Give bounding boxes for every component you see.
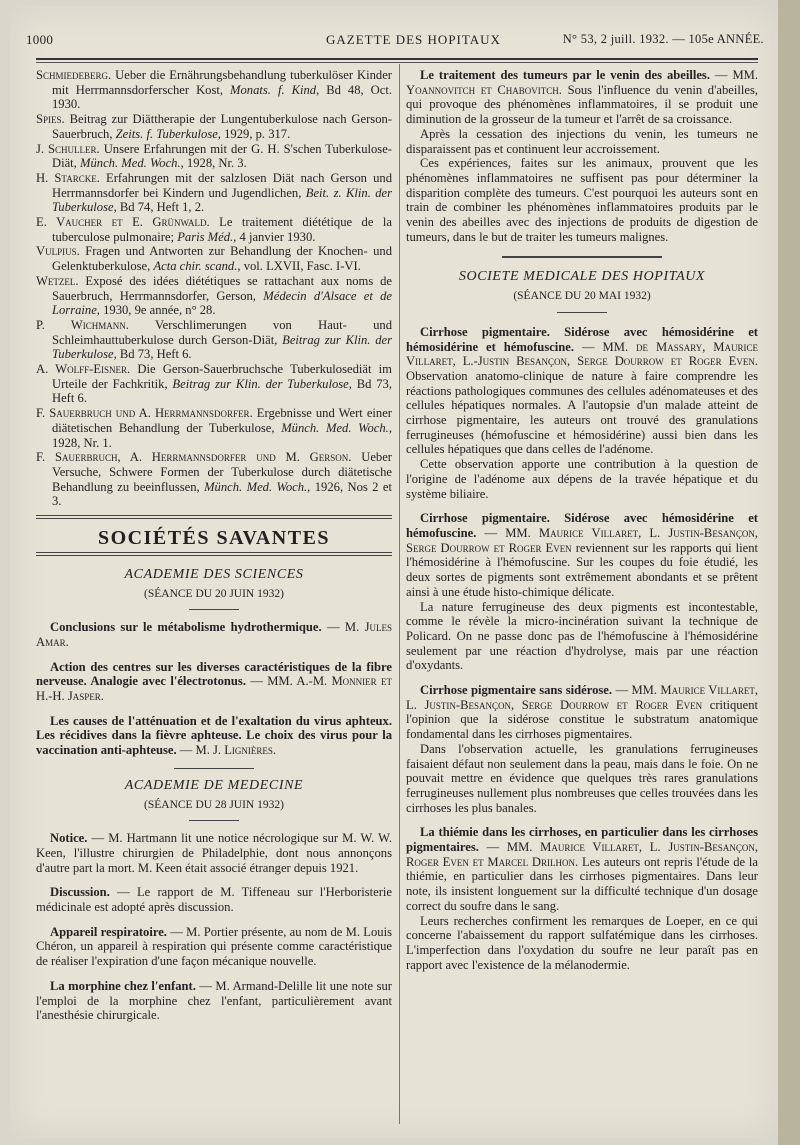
reference-entry [36, 215, 392, 244]
communication-authors: — M. Jules Amar. [36, 620, 393, 649]
communication-paragraph: Cette observation apporte une contribution à la question de l'origine de l'adénome aux dépens de la travée hépatique et du système biliaire. [406, 457, 758, 501]
societe-title: SOCIETE MEDICALE DES HOPITAUX [458, 269, 706, 285]
communication-text: reviennent sur les rapports qui lient l'hémosidérine à l'hémofuscine. Sur les coupes du foie étudié, les deux sortes de pigments sont extrêmement abondants et se prêtent ainsi à une étude histo-chimique délicate. [406, 540, 758, 599]
abeilles-paragraph: Ces expériences, faites sur les animaux, prouvent que les phénomènes inflammatoires ne suffisent pas pour déterminer la disparition complète des tumeurs. C'est pourquoi les auteurs sont en train de combiner les phénomènes inflammatoires produits par le venin des abeilles avec des injections de produits de digestion de tumeurs, dans le but de traiter les tumeurs malignes. [406, 156, 758, 244]
reference-author: Spies. [36, 112, 65, 127]
communication-item [36, 714, 392, 758]
reference-author: F. Sauerbruch und A. Herrmannsdorfer. [36, 406, 253, 421]
reference-source: Paris Méd., [177, 229, 237, 244]
header-rule [36, 58, 758, 60]
journal-title: GAZETTE DES HOPITAUX [326, 32, 501, 47]
reference-text: Le traitement diététique de la tuberculose pulmonaire; [52, 215, 392, 244]
reference-details: 4 janvier 1930. [239, 229, 316, 244]
reference-source: Monats. f. Kind, [230, 82, 320, 97]
reference-text: Verschlimerungen von Haut- und Schleimhauttuberkulose durch Gerson-Diät, [52, 317, 393, 347]
reference-author: E. Vaucher et E. Grünwald. [36, 215, 210, 230]
communication-item [406, 683, 758, 742]
reference-details: 1929, p. 317. [224, 126, 291, 141]
communication-text: — Le rapport de M. Tiffeneau sur l'Herboristerie médicinale est adopté après discussion. [36, 885, 393, 915]
communication-text: — M. Portier présente, au nom de M. Louis Chéron, un appareil à respiration qui présente comme caractéristique de réaliser l'expiration d'une façon mécanique nouvelle. [36, 924, 392, 969]
communication-authors: — MM. Maurice Villaret, L. Justin-Besançon, Serge Dourrow et Roger Even [406, 525, 758, 555]
reference-entry [36, 171, 392, 215]
reference-details: 1926, Nos 2 et 3. [52, 479, 392, 509]
communication-text: critiquent l'opinion que la sidérose constitue le substratum anatomique fondamental dans les cirrhoses pigmentaires. [406, 697, 758, 742]
communication-authors: — MM. de Massary, Maurice Villaret, L.-Justin Besançon, Serge Dourrow et Roger Even. [406, 339, 759, 369]
communication-authors: — MM. Maurice Villaret, L. Justin-Besançon, Serge Dourrow et Roger Even [406, 683, 759, 712]
header-rule-thin [36, 62, 758, 63]
reference-entry [36, 406, 392, 450]
reference-source: Münch. Med. Woch., [204, 479, 311, 494]
communication-paragraph: Dans l'observation actuelle, les granulations ferrugineuses faisaient défaut non seulement dans la peau, mais dans le foie. On ne pouvait mettre en évidence que quelques très rares granulations ferrugineuses nullement plus nombreuses que celles trouvées dans les cirrhoses les plus banales. [406, 741, 758, 815]
reference-details: Bd 48, Oct. 1930. [52, 82, 392, 112]
reference-author: A. Wolff-Eisner. [36, 362, 131, 377]
page-number: 1000 [26, 32, 54, 47]
reference-text: Beitrag zur Diättherapie der Lungentuberkulose nach Gerson-Sauerbruch, [52, 112, 392, 141]
reference-details: 1928, Nr. 3. [186, 156, 247, 171]
reference-author: Schmiedeberg. [36, 68, 112, 82]
academie-medecine-items [36, 831, 392, 1023]
reference-author: Vulpius. [36, 244, 80, 259]
reference-source: Zeits. f. Tuberkulose, [115, 126, 221, 141]
abeilles-paragraph: Après la cessation des injections du venin, les tumeurs ne disparaissent pas et continuent leur accroissement. [406, 126, 758, 156]
communication-item [406, 511, 758, 599]
left-column [36, 68, 392, 1023]
reference-author: P. Wichmann. [36, 317, 129, 332]
communication-title: La morphine chez l'enfant. [50, 978, 196, 993]
communication-authors: — MM. A.-M. Monnier et H.-H. Jasper. [36, 674, 392, 704]
bibliography [36, 68, 392, 509]
communication-authors: — M. J. Lignières. [179, 743, 277, 758]
reference-details: 1930, 9e année, n° 28. [103, 303, 216, 318]
reference-source: Médecin d'Alsace et de Lorraine, [52, 288, 392, 318]
reference-text: Die Gerson-Sauerbruchsche Tuberkulosediät im Urteile der Fachkritik, [52, 362, 392, 391]
reference-details: 1928, Nr. 1. [52, 435, 112, 450]
column-divider [399, 64, 400, 1124]
reference-entry [36, 142, 392, 171]
communication-item [36, 925, 392, 969]
reference-source: Beit. z. Klin. der Tuberkulose, [52, 185, 393, 215]
reference-text: Fragen und Antworten zur Behandlung der Knochen- und Gelenktuberkulose, [52, 244, 392, 274]
reference-text: Erfahrungen mit der salzlosen Diät nach Gerson und Herrmannsdorfer bei Kindern und Jugendlichen, [52, 170, 392, 200]
reference-text: Unsere Erfahrungen mit der G. H. S'schen Tuberkulose-Diät, [52, 141, 392, 171]
academie-medecine-session: (SÉANCE DU 28 JUIN 1932) [144, 798, 284, 811]
communication-title: Appareil respiratoire. [50, 924, 167, 939]
communication-title: Les causes de l'atténuation et de l'exaltation du virus aphteux. Les récidives dans la fièvre aphteuse. Le choix des virus pour la vaccination anti-aphteuse. [36, 713, 392, 758]
communication-text: — M. Armand-Delille lit une note sur l'emploi de la morphine chez l'enfant, particulièrement avant l'anesthésie chirurgicale. [36, 978, 392, 1023]
reference-entry [36, 244, 392, 273]
communication-title: Action des centres sur les diverses caractéristiques de la fibre nerveuse. Analogie avec l'électrotonus. [36, 659, 392, 689]
reference-text: Ergebnisse und Wert einer diätetischen Behandlung der Tuberkulose, [52, 406, 392, 435]
academie-sciences-items [36, 620, 392, 758]
communication-title: Cirrhose pigmentaire. Sidérose avec hémosidérine et hémosidérine et hémofuscine. [406, 324, 758, 354]
societe-session: (SÉANCE DU 20 MAI 1932) [513, 290, 651, 303]
abeilles-lead: Le traitement des tumeurs par le venin des abeilles. — MM. Yoannovitch et Chabovitch. Sous l'influence du venin d'abeilles, qui provoque des phénomènes inflammatoires, il se produit une diminution de la grosseur de la tumeur et l'arrêt de sa croissance. [406, 68, 758, 127]
reference-source: Münch. Med. Woch., [80, 156, 184, 171]
reference-entry [36, 274, 392, 318]
reference-author: J. Schuller. [36, 141, 100, 156]
reference-details: Bd 74, Heft 1, 2. [119, 200, 205, 215]
communication-item [406, 325, 758, 457]
reference-details: Bd 73, Heft 6. [119, 347, 192, 362]
communication-item [36, 660, 392, 704]
page-edge [778, 0, 800, 1145]
section-title: SOCIÉTÉS SAVANTES [97, 527, 331, 550]
reference-source: Acta chir. scand., [153, 259, 241, 274]
reference-details: vol. LXVII, Fasc. I-VI. [243, 259, 361, 274]
communication-title: Discussion. [50, 885, 110, 900]
academie-sciences-session: (SÉANCE DU 20 JUIN 1932) [144, 587, 284, 600]
reference-author: F. Sauerbruch, A. Herrmannsdorfer und M. Gerson. [36, 450, 352, 465]
communication-item [36, 620, 392, 649]
reference-text: Ueber die Ernährungsbehandlung tuberkulöser Kinder mit Herrmannsdorferscher Kost, [52, 68, 392, 97]
communication-authors: — MM. Maurice Villaret, L. Justin-Besançon, Roger Even et Marcel Drilhon. [406, 840, 758, 869]
communication-paragraph: Leurs recherches confirment les remarques de Loeper, en ce qui concerne l'abaissement du rapport sulfatémique dans les cirrhoses. L'imperfection dans l'oxydation du soufre ne leur paraît pas en rapport avec l'existence de la mélanodermie. [406, 913, 758, 972]
reference-details: Bd 73, Heft 6. [52, 376, 392, 406]
communication-item [406, 825, 758, 913]
reference-entry [36, 450, 392, 509]
communication-item [36, 885, 392, 914]
reference-source: Münch. Med. Woch., [281, 420, 392, 435]
reference-entry [36, 362, 392, 406]
societe-items [406, 325, 758, 973]
communication-text: — M. Hartmann lit une notice nécrologique sur M. W. W. Keen, l'illustre chirurgien de Philadelphie, dont nous annonçons d'autre part la mort. M. Keen était associé étranger depuis 1921. [36, 831, 393, 875]
reference-source: Beitrag zur Klin. der Tuberkulose, [172, 376, 352, 391]
page-header [26, 32, 764, 54]
reference-author: H. Starcke. [36, 170, 100, 185]
reference-entry [36, 112, 392, 141]
right-column [406, 68, 758, 972]
academie-sciences-title: ACADEMIE DES SCIENCES [124, 566, 304, 582]
reference-text: Exposé des idées diététiques se rattachant aux noms de Sauerbruch, Herrmannsdorfer, Gerson, [52, 273, 392, 303]
communication-text: Observation anatomo-clinique de nature à faire comprendre les réactions pathologiques communes des cellules adénomateuses et des cellules hépatiques normales. A l'autopsie d'un malade atteint de cirrhose pigmentaire, les auteurs ont trouvé des granulations ferrugineuses (hémofuscine et hémosidérine) aussi bien dans les cellules hépatiques que dans celles de l'adénome. [406, 368, 758, 457]
communication-title: Cirrhose pigmentaire. Sidérose avec hémosidérine et hémofuscine. [406, 511, 758, 540]
reference-source: Beitrag zur Klin. der Tuberkulose, [52, 332, 392, 362]
issue-info: N° 53, 2 juill. 1932. — 105e ANNÉE. [562, 32, 764, 46]
communication-item [36, 979, 392, 1023]
reference-entry [36, 318, 392, 362]
communication-item [36, 831, 392, 875]
communication-text: Les auteurs ont repris l'étude de la thiémie, en particulier dans les cirrhoses pigmentaires. Dans leur note, ils insistent longuement sur la difficulté technique d'un dosage correct du soufre dans le sang. [406, 854, 758, 913]
communication-title: La thiémie dans les cirrhoses, en particulier dans les cirrhoses pigmentaires. [406, 825, 758, 855]
communication-title: Conclusions sur le métabolisme hydrothermique. [50, 620, 322, 635]
reference-text: Ueber Versuche, Schwere Formen der Tuberkulose durch diätetische Behandlung zu beeinflussen, [52, 450, 392, 494]
reference-author: Wetzel. [36, 273, 79, 288]
reference-entry [36, 68, 392, 112]
communication-paragraph: La nature ferrugineuse des deux pigments est incontestable, comme le révèle la micro-incinération suivant la technique de Policard. On ne passe donc pas de l'hémofuscine à l'hémosidérine seulement par une réaction d'hydrolyse, mais par une réaction d'oxydants. [406, 599, 758, 673]
communication-title: Notice. [50, 831, 88, 846]
academie-medecine-title: ACADEMIE DE MEDECINE [124, 777, 304, 793]
communication-title: Cirrhose pigmentaire sans sidérose. [420, 683, 613, 698]
